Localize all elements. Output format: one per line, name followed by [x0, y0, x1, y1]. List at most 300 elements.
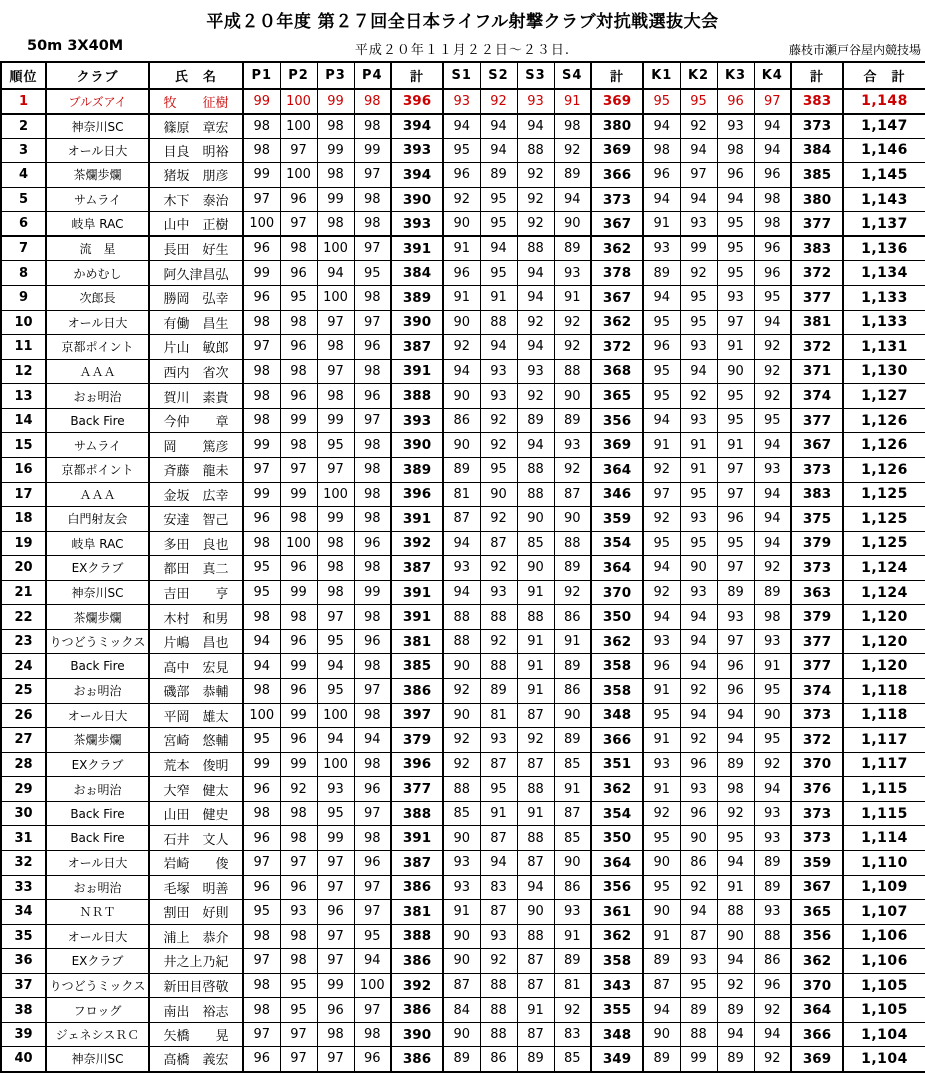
k1-cell: 93 — [643, 629, 680, 654]
table-row — [1, 531, 925, 556]
k4-cell: 95 — [754, 408, 791, 433]
k4-cell: 94 — [754, 777, 791, 802]
table-row — [1, 1022, 925, 1047]
p-total-cell: 391 — [391, 507, 443, 532]
name-cell: 西内 省次 — [149, 359, 243, 384]
s-total-cell: 362 — [591, 236, 643, 261]
k4-cell: 98 — [754, 187, 791, 212]
p3-cell: 100 — [317, 752, 354, 777]
p2-cell: 96 — [280, 261, 317, 286]
name-cell: 目良 明裕 — [149, 138, 243, 163]
k4-cell: 96 — [754, 973, 791, 998]
club-cell: 神奈川SC — [46, 580, 149, 605]
table-row — [1, 703, 925, 728]
p4-cell: 98 — [354, 359, 391, 384]
grand-total-cell: 1,110 — [843, 850, 925, 875]
grand-total-cell: 1,124 — [843, 580, 925, 605]
rank-cell: 27 — [1, 728, 46, 753]
p2-cell: 99 — [280, 482, 317, 507]
grand-total-cell: 1,137 — [843, 212, 925, 237]
rank-cell: 12 — [1, 359, 46, 384]
s1-cell: 91 — [443, 900, 480, 925]
s-total-cell: 380 — [591, 114, 643, 139]
club-cell: Back Fire — [46, 408, 149, 433]
s2-cell: 95 — [480, 261, 517, 286]
k3-cell: 94 — [717, 850, 754, 875]
p4-cell: 100 — [354, 973, 391, 998]
page-header — [0, 0, 925, 61]
k4-cell: 93 — [754, 629, 791, 654]
s3-cell: 87 — [517, 949, 554, 974]
k1-cell: 95 — [643, 826, 680, 851]
column-header-s2: S2 — [480, 62, 517, 89]
s3-cell: 90 — [517, 507, 554, 532]
p3-cell: 99 — [317, 973, 354, 998]
k1-cell: 94 — [643, 605, 680, 630]
s1-cell: 81 — [443, 482, 480, 507]
s3-cell: 88 — [517, 605, 554, 630]
p2-cell: 100 — [280, 531, 317, 556]
table-row — [1, 482, 925, 507]
p1-cell: 99 — [243, 752, 280, 777]
table-row — [1, 998, 925, 1023]
s2-cell: 94 — [480, 236, 517, 261]
p-total-cell: 390 — [391, 187, 443, 212]
p1-cell: 99 — [243, 89, 280, 114]
club-cell: フロッグ — [46, 998, 149, 1023]
k-total-cell: 366 — [791, 1022, 843, 1047]
p2-cell: 97 — [280, 1047, 317, 1072]
table-row — [1, 777, 925, 802]
s2-cell: 92 — [480, 408, 517, 433]
k-total-cell: 374 — [791, 384, 843, 409]
k2-cell: 94 — [680, 359, 717, 384]
club-cell: オール日大 — [46, 703, 149, 728]
s3-cell: 94 — [517, 286, 554, 311]
grand-total-cell: 1,107 — [843, 900, 925, 925]
k2-cell: 92 — [680, 728, 717, 753]
p2-cell: 96 — [280, 728, 317, 753]
p4-cell: 96 — [354, 629, 391, 654]
s4-cell: 94 — [554, 187, 591, 212]
club-cell: EXクラブ — [46, 949, 149, 974]
s-total-cell: 358 — [591, 679, 643, 704]
s1-cell: 89 — [443, 457, 480, 482]
rank-cell: 15 — [1, 433, 46, 458]
k-total-cell: 362 — [791, 949, 843, 974]
rank-cell: 33 — [1, 875, 46, 900]
s4-cell: 90 — [554, 703, 591, 728]
table-row — [1, 114, 925, 139]
s1-cell: 94 — [443, 359, 480, 384]
k4-cell: 88 — [754, 924, 791, 949]
k3-cell: 94 — [717, 728, 754, 753]
p-total-cell: 391 — [391, 605, 443, 630]
k1-cell: 90 — [643, 1022, 680, 1047]
club-cell: サムライ — [46, 433, 149, 458]
rank-cell: 8 — [1, 261, 46, 286]
rank-cell: 21 — [1, 580, 46, 605]
s3-cell: 93 — [517, 89, 554, 114]
p4-cell: 97 — [354, 163, 391, 188]
club-cell: 岐阜 RAC — [46, 212, 149, 237]
table-row — [1, 556, 925, 581]
k-total-cell: 383 — [791, 482, 843, 507]
k-total-cell: 359 — [791, 850, 843, 875]
table-row — [1, 138, 925, 163]
k-total-cell: 373 — [791, 114, 843, 139]
column-header-p2: P2 — [280, 62, 317, 89]
k1-cell: 87 — [643, 973, 680, 998]
table-row — [1, 384, 925, 409]
p-total-cell: 388 — [391, 384, 443, 409]
p3-cell: 96 — [317, 998, 354, 1023]
k4-cell: 86 — [754, 949, 791, 974]
p3-cell: 95 — [317, 433, 354, 458]
p1-cell: 98 — [243, 408, 280, 433]
name-cell: 磯部 恭輔 — [149, 679, 243, 704]
k2-cell: 91 — [680, 457, 717, 482]
s-total-cell: 365 — [591, 384, 643, 409]
s3-cell: 87 — [517, 973, 554, 998]
table-row — [1, 212, 925, 237]
column-header-k1: K1 — [643, 62, 680, 89]
k4-cell: 94 — [754, 433, 791, 458]
k2-cell: 92 — [680, 875, 717, 900]
p1-cell: 98 — [243, 998, 280, 1023]
p4-cell: 98 — [354, 654, 391, 679]
k-total-cell: 377 — [791, 654, 843, 679]
rank-cell: 25 — [1, 679, 46, 704]
rank-cell: 13 — [1, 384, 46, 409]
s2-cell: 95 — [480, 457, 517, 482]
k4-cell: 97 — [754, 89, 791, 114]
p3-cell: 94 — [317, 654, 354, 679]
grand-total-cell: 1,118 — [843, 679, 925, 704]
p2-cell: 98 — [280, 801, 317, 826]
s-total-cell: 364 — [591, 850, 643, 875]
s-total-cell: 378 — [591, 261, 643, 286]
k3-cell: 89 — [717, 752, 754, 777]
k3-cell: 95 — [717, 408, 754, 433]
s1-cell: 90 — [443, 433, 480, 458]
p-total-cell: 387 — [391, 335, 443, 360]
club-cell: サムライ — [46, 187, 149, 212]
s4-cell: 87 — [554, 801, 591, 826]
s3-cell: 92 — [517, 384, 554, 409]
grand-total-cell: 1,126 — [843, 457, 925, 482]
rank-cell: 28 — [1, 752, 46, 777]
s4-cell: 89 — [554, 728, 591, 753]
p2-cell: 99 — [280, 654, 317, 679]
p4-cell: 96 — [354, 335, 391, 360]
k-total-cell: 379 — [791, 531, 843, 556]
p2-cell: 98 — [280, 949, 317, 974]
k4-cell: 92 — [754, 359, 791, 384]
k3-cell: 96 — [717, 679, 754, 704]
p1-cell: 99 — [243, 261, 280, 286]
s3-cell: 91 — [517, 679, 554, 704]
p4-cell: 98 — [354, 482, 391, 507]
s2-cell: 88 — [480, 998, 517, 1023]
grand-total-cell: 1,105 — [843, 973, 925, 998]
s4-cell: 93 — [554, 900, 591, 925]
p4-cell: 98 — [354, 752, 391, 777]
grand-total-cell: 1,125 — [843, 531, 925, 556]
p4-cell: 97 — [354, 679, 391, 704]
grand-total-cell: 1,118 — [843, 703, 925, 728]
k1-cell: 91 — [643, 433, 680, 458]
s4-cell: 86 — [554, 875, 591, 900]
column-header-s4: S4 — [554, 62, 591, 89]
name-cell: 毛塚 明善 — [149, 875, 243, 900]
club-cell: 茶爛歩爛 — [46, 605, 149, 630]
k-total-cell: 377 — [791, 629, 843, 654]
p4-cell: 96 — [354, 1047, 391, 1072]
s4-cell: 89 — [554, 236, 591, 261]
name-cell: 斉藤 龍未 — [149, 457, 243, 482]
grand-total-cell: 1,130 — [843, 359, 925, 384]
p4-cell: 98 — [354, 507, 391, 532]
p1-cell: 97 — [243, 187, 280, 212]
p-total-cell: 386 — [391, 875, 443, 900]
p3-cell: 95 — [317, 801, 354, 826]
k4-cell: 92 — [754, 556, 791, 581]
k4-cell: 98 — [754, 605, 791, 630]
k1-cell: 95 — [643, 384, 680, 409]
name-cell: 井之上乃紀 — [149, 949, 243, 974]
s1-cell: 90 — [443, 654, 480, 679]
club-cell: EXクラブ — [46, 752, 149, 777]
column-header-club: クラブ — [46, 62, 149, 89]
s1-cell: 92 — [443, 728, 480, 753]
s-total-cell: 362 — [591, 777, 643, 802]
p4-cell: 96 — [354, 384, 391, 409]
club-cell: 流 星 — [46, 236, 149, 261]
name-cell: 篠原 章宏 — [149, 114, 243, 139]
p1-cell: 98 — [243, 359, 280, 384]
s1-cell: 92 — [443, 187, 480, 212]
k-total-cell: 384 — [791, 138, 843, 163]
s1-cell: 92 — [443, 679, 480, 704]
k2-cell: 92 — [680, 679, 717, 704]
column-header-grand-total: 合 計 — [843, 62, 925, 89]
k-total-cell: 373 — [791, 457, 843, 482]
table-row — [1, 89, 925, 114]
p4-cell: 98 — [354, 1022, 391, 1047]
column-header-k-total: 計 — [791, 62, 843, 89]
s3-cell: 88 — [517, 482, 554, 507]
p4-cell: 98 — [354, 433, 391, 458]
club-cell: りつどうミックス — [46, 973, 149, 998]
p4-cell: 99 — [354, 580, 391, 605]
name-cell: 吉田 亨 — [149, 580, 243, 605]
k3-cell: 97 — [717, 556, 754, 581]
p4-cell: 97 — [354, 801, 391, 826]
p2-cell: 96 — [280, 875, 317, 900]
p4-cell: 96 — [354, 850, 391, 875]
s3-cell: 87 — [517, 850, 554, 875]
name-cell: 荒本 俊明 — [149, 752, 243, 777]
grand-total-cell: 1,136 — [843, 236, 925, 261]
k2-cell: 90 — [680, 556, 717, 581]
table-row — [1, 286, 925, 311]
s2-cell: 95 — [480, 212, 517, 237]
s-total-cell: 370 — [591, 580, 643, 605]
s4-cell: 88 — [554, 531, 591, 556]
s1-cell: 91 — [443, 286, 480, 311]
s3-cell: 89 — [517, 408, 554, 433]
club-cell: かめむし — [46, 261, 149, 286]
s3-cell: 87 — [517, 1022, 554, 1047]
p4-cell: 97 — [354, 998, 391, 1023]
table-row — [1, 187, 925, 212]
rank-cell: 20 — [1, 556, 46, 581]
k1-cell: 89 — [643, 261, 680, 286]
k4-cell: 92 — [754, 1047, 791, 1072]
p1-cell: 96 — [243, 286, 280, 311]
k1-cell: 93 — [643, 236, 680, 261]
k2-cell: 92 — [680, 384, 717, 409]
p-total-cell: 390 — [391, 433, 443, 458]
s4-cell: 93 — [554, 433, 591, 458]
venue-label: 藤枝市瀬戸谷屋内競技場 — [788, 43, 921, 57]
k-total-cell: 373 — [791, 703, 843, 728]
table-row — [1, 752, 925, 777]
p1-cell: 96 — [243, 826, 280, 851]
p2-cell: 100 — [280, 89, 317, 114]
s3-cell: 92 — [517, 310, 554, 335]
s2-cell: 93 — [480, 359, 517, 384]
s1-cell: 89 — [443, 1047, 480, 1072]
rank-cell: 39 — [1, 1022, 46, 1047]
grand-total-cell: 1,104 — [843, 1022, 925, 1047]
p3-cell: 99 — [317, 187, 354, 212]
s1-cell: 90 — [443, 703, 480, 728]
p3-cell: 97 — [317, 875, 354, 900]
rank-cell: 29 — [1, 777, 46, 802]
p4-cell: 98 — [354, 286, 391, 311]
rank-cell: 7 — [1, 236, 46, 261]
k2-cell: 94 — [680, 605, 717, 630]
k2-cell: 86 — [680, 850, 717, 875]
k-total-cell: 377 — [791, 212, 843, 237]
k4-cell: 93 — [754, 826, 791, 851]
table-row — [1, 433, 925, 458]
s-total-cell: 369 — [591, 138, 643, 163]
k2-cell: 95 — [680, 89, 717, 114]
p4-cell: 97 — [354, 875, 391, 900]
rank-cell: 6 — [1, 212, 46, 237]
rank-cell: 22 — [1, 605, 46, 630]
k3-cell: 93 — [717, 286, 754, 311]
k3-cell: 91 — [717, 433, 754, 458]
p-total-cell: 388 — [391, 924, 443, 949]
p1-cell: 95 — [243, 580, 280, 605]
s1-cell: 91 — [443, 236, 480, 261]
p3-cell: 98 — [317, 335, 354, 360]
name-cell: 新田目啓敬 — [149, 973, 243, 998]
s2-cell: 95 — [480, 777, 517, 802]
s1-cell: 90 — [443, 310, 480, 335]
k1-cell: 95 — [643, 875, 680, 900]
s1-cell: 90 — [443, 1022, 480, 1047]
s2-cell: 89 — [480, 163, 517, 188]
p2-cell: 99 — [280, 580, 317, 605]
k4-cell: 95 — [754, 286, 791, 311]
s-total-cell: 362 — [591, 310, 643, 335]
p2-cell: 95 — [280, 973, 317, 998]
s1-cell: 88 — [443, 605, 480, 630]
p1-cell: 98 — [243, 679, 280, 704]
s2-cell: 92 — [480, 89, 517, 114]
s1-cell: 90 — [443, 826, 480, 851]
rank-cell: 30 — [1, 801, 46, 826]
p1-cell: 97 — [243, 850, 280, 875]
table-row — [1, 335, 925, 360]
k1-cell: 90 — [643, 850, 680, 875]
table-row — [1, 163, 925, 188]
s3-cell: 88 — [517, 138, 554, 163]
s2-cell: 87 — [480, 531, 517, 556]
club-cell: 次郎長 — [46, 286, 149, 311]
s2-cell: 87 — [480, 826, 517, 851]
p2-cell: 97 — [280, 1022, 317, 1047]
table-row — [1, 236, 925, 261]
table-row — [1, 728, 925, 753]
p4-cell: 96 — [354, 777, 391, 802]
k4-cell: 92 — [754, 752, 791, 777]
k3-cell: 94 — [717, 187, 754, 212]
p-total-cell: 391 — [391, 826, 443, 851]
s2-cell: 92 — [480, 433, 517, 458]
k3-cell: 88 — [717, 900, 754, 925]
s-total-cell: 372 — [591, 335, 643, 360]
p-total-cell: 393 — [391, 408, 443, 433]
s1-cell: 95 — [443, 138, 480, 163]
k-total-cell: 383 — [791, 236, 843, 261]
grand-total-cell: 1,134 — [843, 261, 925, 286]
name-cell: 金坂 広幸 — [149, 482, 243, 507]
p3-cell: 99 — [317, 138, 354, 163]
table-row — [1, 875, 925, 900]
column-header-s-total: 計 — [591, 62, 643, 89]
p1-cell: 97 — [243, 335, 280, 360]
p1-cell: 94 — [243, 654, 280, 679]
k2-cell: 93 — [680, 949, 717, 974]
grand-total-cell: 1,131 — [843, 335, 925, 360]
club-cell: EXクラブ — [46, 556, 149, 581]
k3-cell: 92 — [717, 973, 754, 998]
s4-cell: 89 — [554, 163, 591, 188]
k1-cell: 96 — [643, 335, 680, 360]
s4-cell: 90 — [554, 384, 591, 409]
name-cell: 南出 裕志 — [149, 998, 243, 1023]
k1-cell: 91 — [643, 679, 680, 704]
k1-cell: 96 — [643, 654, 680, 679]
results-table — [0, 61, 925, 1073]
column-header-p3: P3 — [317, 62, 354, 89]
k1-cell: 95 — [643, 89, 680, 114]
k3-cell: 95 — [717, 531, 754, 556]
name-cell: 牧 征樹 — [149, 89, 243, 114]
k2-cell: 97 — [680, 163, 717, 188]
p2-cell: 98 — [280, 826, 317, 851]
s4-cell: 91 — [554, 777, 591, 802]
p4-cell: 98 — [354, 556, 391, 581]
s4-cell: 85 — [554, 1047, 591, 1072]
k3-cell: 89 — [717, 998, 754, 1023]
